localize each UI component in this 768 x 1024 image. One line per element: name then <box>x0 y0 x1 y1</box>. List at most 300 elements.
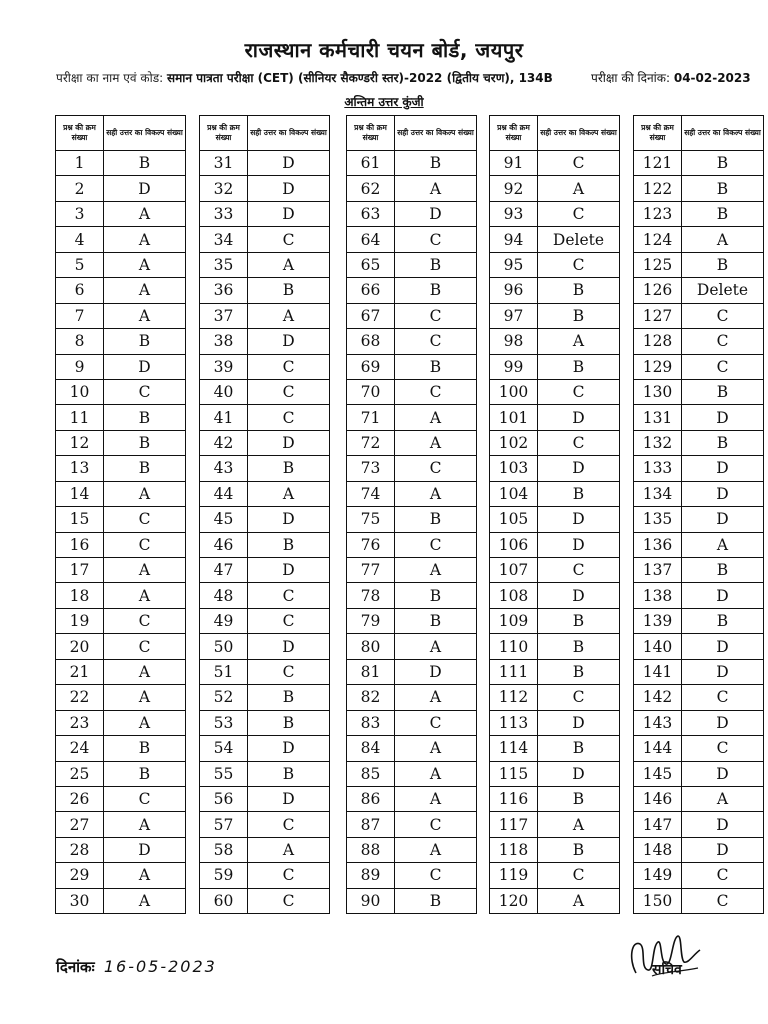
question-number: 40 <box>200 379 248 404</box>
question-number: 91 <box>490 151 538 176</box>
answer-option: C <box>248 354 330 379</box>
answer-option: B <box>395 278 477 303</box>
answer-option: A <box>395 558 477 583</box>
exam-date-label: परीक्षा की दिनांक: <box>591 71 671 85</box>
answer-option: C <box>395 532 477 557</box>
answer-option: D <box>682 405 764 430</box>
answer-option: C <box>395 227 477 252</box>
question-number: 10 <box>56 379 104 404</box>
answer-option: C <box>248 227 330 252</box>
answer-option: D <box>538 710 620 735</box>
question-number: 16 <box>56 532 104 557</box>
question-number: 90 <box>347 888 395 913</box>
table-row <box>347 379 477 404</box>
answer-option: A <box>395 481 477 506</box>
question-number: 62 <box>347 176 395 201</box>
question-number: 65 <box>347 252 395 277</box>
correct-option-header: सही उत्तर का विकल्प संख्या <box>682 116 764 151</box>
answer-option: C <box>104 786 186 811</box>
table-row <box>56 507 186 532</box>
question-number: 57 <box>200 812 248 837</box>
answer-option: B <box>538 736 620 761</box>
answer-option: A <box>104 710 186 735</box>
question-number: 130 <box>634 379 682 404</box>
answer-option: C <box>395 710 477 735</box>
answer-option: C <box>104 634 186 659</box>
table-row <box>56 532 186 557</box>
table-row <box>490 761 620 786</box>
table-row <box>634 812 764 837</box>
table-row <box>56 583 186 608</box>
table-row <box>634 558 764 583</box>
answer-option: C <box>682 329 764 354</box>
question-number: 1 <box>56 151 104 176</box>
table-row <box>634 227 764 252</box>
answer-option: C <box>538 151 620 176</box>
table-row <box>56 685 186 710</box>
answer-option: C <box>682 685 764 710</box>
question-number: 52 <box>200 685 248 710</box>
answer-option: B <box>395 151 477 176</box>
table-row <box>490 151 620 176</box>
table-row <box>200 532 330 557</box>
table-row <box>490 507 620 532</box>
answer-option: A <box>104 659 186 684</box>
table-row <box>490 608 620 633</box>
answer-option: D <box>682 507 764 532</box>
question-number: 51 <box>200 659 248 684</box>
table-row <box>490 354 620 379</box>
answer-option: A <box>538 176 620 201</box>
question-number: 120 <box>490 888 538 913</box>
question-number: 147 <box>634 812 682 837</box>
answer-option: C <box>395 303 477 328</box>
question-number-header: प्रश्न की क्रम संख्या <box>347 116 395 151</box>
table-row <box>347 507 477 532</box>
correct-option-header: सही उत्तर का विकल्प संख्या <box>104 116 186 151</box>
table-row <box>490 227 620 252</box>
table-row <box>347 456 477 481</box>
table-row <box>200 761 330 786</box>
table-row <box>56 634 186 659</box>
table-row <box>56 303 186 328</box>
answer-option: A <box>395 430 477 455</box>
footer-date-label: दिनांकः <box>56 958 95 976</box>
answer-option: C <box>248 608 330 633</box>
table-row <box>634 303 764 328</box>
secretary-label: सचिव <box>652 962 682 978</box>
table-row <box>56 888 186 913</box>
table-row <box>634 710 764 735</box>
table-row <box>634 151 764 176</box>
question-number: 35 <box>200 252 248 277</box>
question-number: 68 <box>347 329 395 354</box>
answer-option: B <box>104 456 186 481</box>
table-row <box>490 303 620 328</box>
question-number: 73 <box>347 456 395 481</box>
table-header-row <box>200 116 330 151</box>
table-row <box>490 379 620 404</box>
table-row <box>490 278 620 303</box>
table-row <box>634 583 764 608</box>
table-row <box>347 329 477 354</box>
table-row <box>634 608 764 633</box>
table-row <box>200 736 330 761</box>
answer-option: B <box>248 710 330 735</box>
question-number: 137 <box>634 558 682 583</box>
answer-option: B <box>248 761 330 786</box>
question-number: 21 <box>56 659 104 684</box>
question-number: 30 <box>56 888 104 913</box>
answer-option: Delete <box>682 278 764 303</box>
answer-table-5 <box>633 115 764 914</box>
table-row <box>490 659 620 684</box>
table-row <box>200 634 330 659</box>
table-row <box>634 176 764 201</box>
answer-option: D <box>248 329 330 354</box>
answer-option: D <box>248 176 330 201</box>
table-row <box>634 736 764 761</box>
answer-option: C <box>104 379 186 404</box>
question-number: 126 <box>634 278 682 303</box>
table-row <box>200 812 330 837</box>
answer-option: C <box>248 583 330 608</box>
question-number: 148 <box>634 837 682 862</box>
table-row <box>490 736 620 761</box>
table-row <box>347 812 477 837</box>
answer-option: D <box>538 532 620 557</box>
answer-option: A <box>395 405 477 430</box>
table-row <box>634 329 764 354</box>
table-row <box>490 329 620 354</box>
answer-option: D <box>538 456 620 481</box>
answer-option: B <box>248 532 330 557</box>
table-row <box>56 659 186 684</box>
question-number: 79 <box>347 608 395 633</box>
answer-option: B <box>395 608 477 633</box>
table-row <box>347 151 477 176</box>
question-number: 124 <box>634 227 682 252</box>
table-row <box>200 151 330 176</box>
question-number: 54 <box>200 736 248 761</box>
table-row <box>634 659 764 684</box>
answer-option: B <box>395 354 477 379</box>
answer-option: C <box>104 532 186 557</box>
table-row <box>56 608 186 633</box>
exam-name-value: समान पात्रता परीक्षा (CET) (सीनियर सैकण्डरी स्तर)-2022 (द्वितीय चरण), 134B <box>167 71 553 85</box>
answer-option: C <box>538 430 620 455</box>
table-row <box>634 837 764 862</box>
question-number: 129 <box>634 354 682 379</box>
table-row <box>634 379 764 404</box>
correct-option-header: सही उत्तर का विकल्प संख्या <box>395 116 477 151</box>
table-row <box>200 608 330 633</box>
table-row <box>56 812 186 837</box>
answer-option: B <box>682 379 764 404</box>
question-number: 23 <box>56 710 104 735</box>
question-number: 121 <box>634 151 682 176</box>
question-number: 93 <box>490 201 538 226</box>
table-row <box>490 710 620 735</box>
question-number: 150 <box>634 888 682 913</box>
table-row <box>200 201 330 226</box>
question-number: 146 <box>634 786 682 811</box>
question-number: 106 <box>490 532 538 557</box>
table-row <box>634 278 764 303</box>
answer-option: D <box>104 837 186 862</box>
answer-option: C <box>104 507 186 532</box>
answer-option: C <box>248 659 330 684</box>
answer-option: A <box>248 252 330 277</box>
table-row <box>56 863 186 888</box>
answer-option: D <box>682 659 764 684</box>
table-row <box>56 710 186 735</box>
answer-option: B <box>104 405 186 430</box>
answer-option: A <box>248 837 330 862</box>
question-number: 77 <box>347 558 395 583</box>
correct-option-header: सही उत्तर का विकल्प संख्या <box>248 116 330 151</box>
table-header-row <box>490 116 620 151</box>
question-number: 135 <box>634 507 682 532</box>
question-number: 142 <box>634 685 682 710</box>
table-row <box>634 405 764 430</box>
table-row <box>56 252 186 277</box>
table-row <box>490 685 620 710</box>
table-row <box>56 736 186 761</box>
question-number: 83 <box>347 710 395 735</box>
correct-option-header: सही उत्तर का विकल्प संख्या <box>538 116 620 151</box>
answer-option: A <box>104 685 186 710</box>
table-row <box>56 786 186 811</box>
answer-option: B <box>538 659 620 684</box>
answer-option: B <box>682 252 764 277</box>
table-row <box>200 888 330 913</box>
table-row <box>347 481 477 506</box>
question-number: 114 <box>490 736 538 761</box>
question-number: 143 <box>634 710 682 735</box>
table-row <box>347 176 477 201</box>
answer-option: D <box>104 176 186 201</box>
answer-option: A <box>395 736 477 761</box>
question-number: 14 <box>56 481 104 506</box>
question-number: 43 <box>200 456 248 481</box>
answer-option: C <box>682 863 764 888</box>
question-number: 128 <box>634 329 682 354</box>
answer-option: D <box>538 405 620 430</box>
answer-option: A <box>104 481 186 506</box>
question-number: 107 <box>490 558 538 583</box>
table-row <box>200 659 330 684</box>
question-number: 45 <box>200 507 248 532</box>
question-number: 87 <box>347 812 395 837</box>
question-number: 19 <box>56 608 104 633</box>
table-row <box>56 201 186 226</box>
question-number: 37 <box>200 303 248 328</box>
answer-option: C <box>395 812 477 837</box>
table-row <box>490 405 620 430</box>
table-row <box>634 430 764 455</box>
table-row <box>200 837 330 862</box>
answer-option: D <box>538 761 620 786</box>
answer-option: A <box>395 786 477 811</box>
question-number: 100 <box>490 379 538 404</box>
question-number: 113 <box>490 710 538 735</box>
answer-option: B <box>538 354 620 379</box>
table-header-row <box>634 116 764 151</box>
answer-option: D <box>248 151 330 176</box>
table-row <box>347 558 477 583</box>
question-number: 44 <box>200 481 248 506</box>
table-row <box>347 583 477 608</box>
answer-option: A <box>682 227 764 252</box>
question-number-header: प्रश्न की क्रम संख्या <box>634 116 682 151</box>
table-row <box>200 354 330 379</box>
answer-option: B <box>395 583 477 608</box>
question-number: 33 <box>200 201 248 226</box>
table-row <box>56 405 186 430</box>
question-number: 84 <box>347 736 395 761</box>
answer-option: B <box>538 786 620 811</box>
table-row <box>347 888 477 913</box>
question-number: 67 <box>347 303 395 328</box>
table-row <box>347 761 477 786</box>
table-row <box>347 227 477 252</box>
answer-option: D <box>538 507 620 532</box>
question-number: 7 <box>56 303 104 328</box>
question-number: 145 <box>634 761 682 786</box>
question-number: 17 <box>56 558 104 583</box>
question-number: 32 <box>200 176 248 201</box>
question-number: 48 <box>200 583 248 608</box>
answer-option: A <box>248 303 330 328</box>
question-number: 25 <box>56 761 104 786</box>
table-row <box>200 430 330 455</box>
question-number: 34 <box>200 227 248 252</box>
answer-option: A <box>538 329 620 354</box>
answer-option: A <box>682 532 764 557</box>
table-row <box>490 481 620 506</box>
answer-option: C <box>682 354 764 379</box>
question-number: 2 <box>56 176 104 201</box>
answer-option: D <box>248 507 330 532</box>
question-number: 127 <box>634 303 682 328</box>
question-number: 36 <box>200 278 248 303</box>
question-number: 138 <box>634 583 682 608</box>
answer-option: A <box>395 176 477 201</box>
table-row <box>56 354 186 379</box>
answer-option: C <box>538 201 620 226</box>
table-row <box>634 786 764 811</box>
answer-option: C <box>248 863 330 888</box>
table-row <box>56 329 186 354</box>
question-number: 71 <box>347 405 395 430</box>
table-row <box>56 481 186 506</box>
question-number: 115 <box>490 761 538 786</box>
answer-option: C <box>395 329 477 354</box>
table-header-row <box>347 116 477 151</box>
table-row <box>490 786 620 811</box>
question-number: 102 <box>490 430 538 455</box>
answer-option: B <box>682 430 764 455</box>
question-number: 136 <box>634 532 682 557</box>
question-number: 3 <box>56 201 104 226</box>
exam-date-group <box>591 69 751 86</box>
question-number: 9 <box>56 354 104 379</box>
answer-option: C <box>248 379 330 404</box>
answer-option: D <box>682 812 764 837</box>
table-row <box>200 710 330 735</box>
answer-option: D <box>104 354 186 379</box>
table-row <box>200 329 330 354</box>
table-row <box>634 456 764 481</box>
answer-option: B <box>248 685 330 710</box>
answer-option: C <box>104 608 186 633</box>
question-number: 97 <box>490 303 538 328</box>
question-number: 109 <box>490 608 538 633</box>
table-row <box>56 227 186 252</box>
answer-option: C <box>538 685 620 710</box>
answer-option: B <box>104 151 186 176</box>
question-number: 108 <box>490 583 538 608</box>
table-row <box>200 583 330 608</box>
question-number: 103 <box>490 456 538 481</box>
table-row <box>490 583 620 608</box>
question-number: 111 <box>490 659 538 684</box>
page-title: राजस्थान कर्मचारी चयन बोर्ड, जयपुर <box>244 38 524 62</box>
table-row <box>56 278 186 303</box>
question-number: 92 <box>490 176 538 201</box>
table-row <box>56 430 186 455</box>
answer-option: D <box>682 481 764 506</box>
table-row <box>200 507 330 532</box>
question-number: 50 <box>200 634 248 659</box>
table-row <box>634 863 764 888</box>
answer-option: C <box>538 252 620 277</box>
answer-option: Delete <box>538 227 620 252</box>
footer-date <box>56 957 217 977</box>
table-row <box>490 812 620 837</box>
question-number: 61 <box>347 151 395 176</box>
exam-date-value: 04-02-2023 <box>673 71 751 85</box>
question-number: 63 <box>347 201 395 226</box>
question-number: 81 <box>347 659 395 684</box>
answer-option: A <box>104 278 186 303</box>
question-number: 49 <box>200 608 248 633</box>
table-row <box>347 685 477 710</box>
table-row <box>200 176 330 201</box>
table-row <box>634 481 764 506</box>
question-number: 6 <box>56 278 104 303</box>
question-number: 26 <box>56 786 104 811</box>
answer-option: B <box>682 608 764 633</box>
question-number: 133 <box>634 456 682 481</box>
answer-option: A <box>104 201 186 226</box>
question-number: 88 <box>347 837 395 862</box>
answer-option: B <box>538 481 620 506</box>
answer-option: C <box>682 888 764 913</box>
question-number: 118 <box>490 837 538 862</box>
table-row <box>200 558 330 583</box>
question-number: 22 <box>56 685 104 710</box>
question-number: 144 <box>634 736 682 761</box>
table-row <box>490 837 620 862</box>
signature-mark <box>622 928 702 988</box>
table-row <box>56 761 186 786</box>
table-row <box>347 278 477 303</box>
table-row <box>634 532 764 557</box>
answer-option: D <box>682 710 764 735</box>
question-number: 80 <box>347 634 395 659</box>
